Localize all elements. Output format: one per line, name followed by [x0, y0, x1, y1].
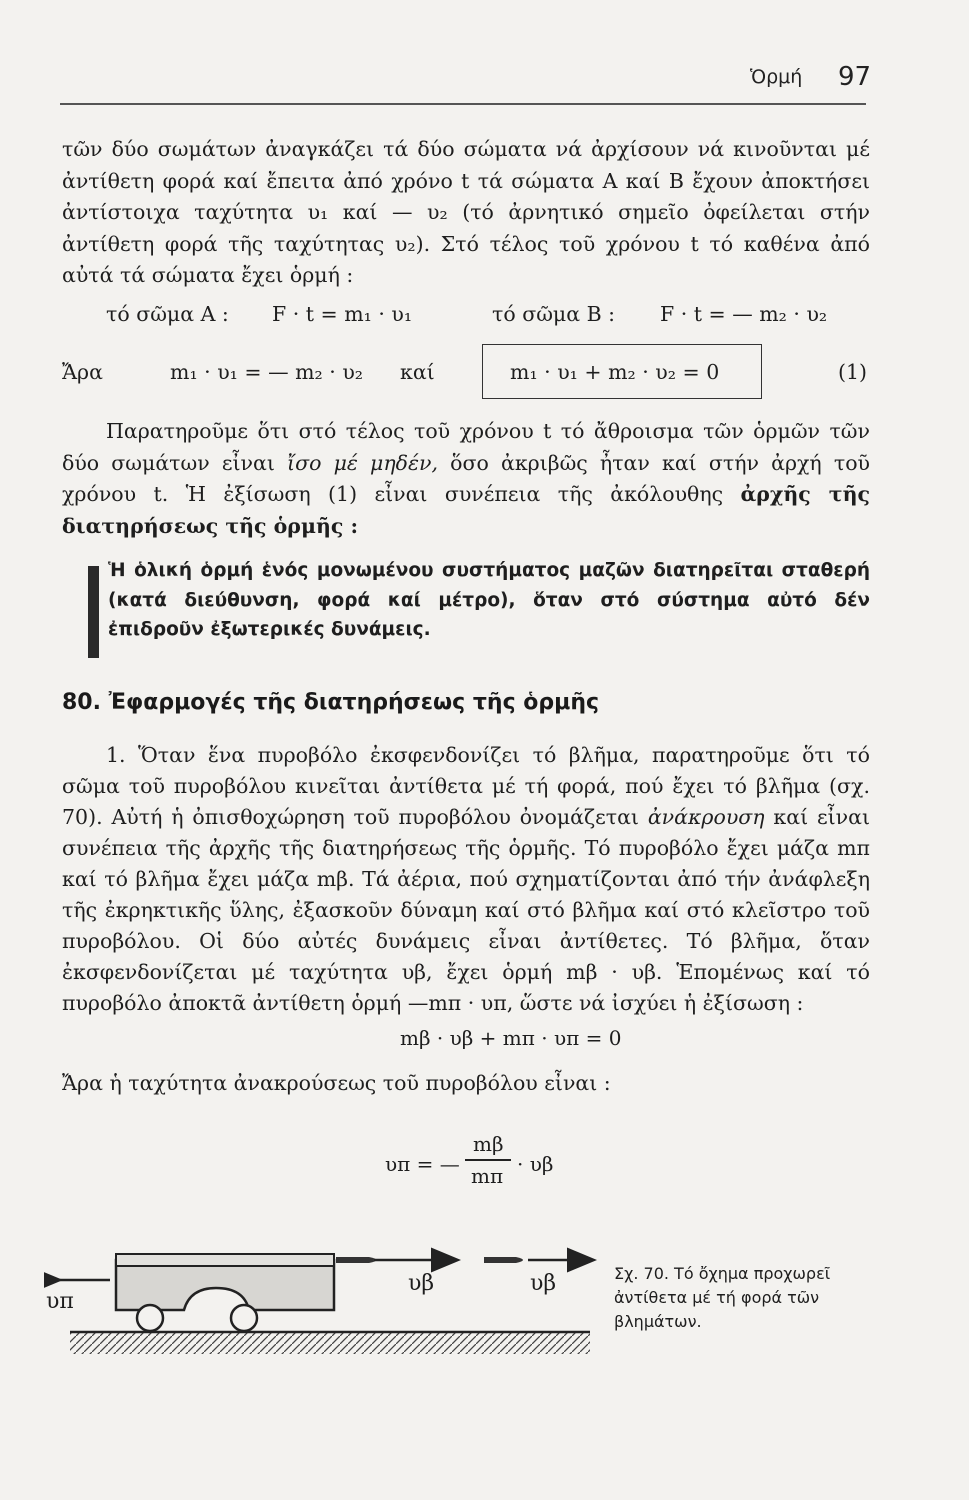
cannon-cart-diagram: [44, 1240, 604, 1370]
principle-statement: Ἡ ὁλική ὁρμή ἑνός μονωμένου συστήματος μαζῶν διατηρεῖται σταθερή (κατά διεύθυνση, φορά καί μέτρο), ὅταν στό σύστημα αὐτό δέν ἐπιδροῦν ἐξωτερικές δυνάμεις.: [108, 560, 870, 640]
frac-lhs: υπ = —: [385, 1152, 460, 1176]
eq1-body-a: F · t = m₁ · υ₁: [272, 302, 413, 326]
eq2-kai: καί: [400, 360, 435, 384]
frac-denominator: mπ: [471, 1164, 504, 1188]
eq2-boxed: m₁ · υ₁ + m₂ · υ₂ = 0: [510, 360, 720, 384]
eq2-left: m₁ · υ₁ = — m₂ · υ₂: [170, 360, 363, 384]
p3-italic: ἀνάκρουση: [647, 805, 765, 829]
conservation-equation: mβ · υβ + mπ · υπ = 0: [400, 1026, 622, 1050]
wheel-front: [231, 1305, 257, 1331]
header-rule: [60, 103, 866, 105]
p2-text-b: ὅσο ἀκριβῶς ἦταν καί στήν ἀρχή τοῦ χρόνου t. Ἡ ἐξίσωση (1) εἶναι συνέπεια τῆς ἀκόλουθης: [62, 450, 871, 506]
eq1-body-b: F · t = — m₂ · υ₂: [660, 302, 828, 326]
cannon-barrel: [116, 1254, 334, 1266]
frac-numerator: mβ: [473, 1132, 504, 1156]
eq1-label-a: τό σῶμα Α :: [106, 302, 229, 326]
wheel-rear: [137, 1305, 163, 1331]
cart-body: [116, 1260, 334, 1310]
running-header-title: Ὁρμή: [750, 66, 803, 88]
paragraph-2: [62, 416, 870, 542]
projectile-2: [484, 1257, 523, 1263]
figure-caption: Σχ. 70. Τό ὄχημα προχωρεῖ ἀντίθετα μέ τή φορά τῶν βλημάτων.: [614, 1264, 831, 1331]
equation-number: (1): [838, 360, 868, 384]
principle-marker-bar: [88, 566, 99, 658]
label-projectile-velocity-1: υβ: [408, 1271, 435, 1296]
page-number: 97: [838, 62, 872, 92]
section-heading: 80. Ἐφαρμογές τῆς διατηρήσεως τῆς ὁρμῆς: [62, 690, 600, 715]
figure-70: [44, 1240, 604, 1374]
paragraph-1: τῶν δύο σωμάτων ἀναγκάζει τά δύο σώματα νά ἀρχίσουν νά κινοῦνται μέ ἀντίθετη φορά καί ἔπειτα ἀπό χρόνο t τά σώματα Α καί Β ἔχουν ἀποκτήσει ἀντίστοιχα ταχύτητα υ₁ καί — υ₂ (τό ἀρνητικό σημεῖο ὀφείλεται στήν ἀντίθετη φορά τῆς ταχύτητας υ₂). Στό τέλος τοῦ χρόνου t τό καθένα ἀπό αὐτά τά σώματα ἔχει ὁρμή :: [62, 137, 870, 287]
eq2-ara: Ἄρα: [62, 360, 103, 384]
label-projectile-velocity-2: υβ: [530, 1271, 557, 1296]
eq1-label-b: τό σῶμα Β :: [492, 302, 616, 326]
p3-text-b: καί εἶναι συνέπεια τῆς ἀρχῆς τῆς διατηρήσεως τῆς ὁρμῆς. Τό πυροβόλο ἔχει μάζα mπ καί τό βλῆμα ἔχει μάζα mβ. Τά ἀέρια, πού σχηματίζονται ἀπό τήν ἀνάφλεξη τῆς ἐκρηκτικῆς ὕλης, ἐξασκοῦν δύναμη καί στό βλῆμα καί στό κλεῖστρο τοῦ πυροβόλου. Οἱ δύο αὐτές δυνάμεις εἶναι ἀντίθετες. Τό βλῆμα, ὅταν ἐκσφενδονίζεται μέ ταχύτητα υβ, ἔχει ὁρμή mβ · υβ. Ἑπομένως καί τό πυροβόλο ἀποκτᾶ ἀντίθετη ὁρμή —mπ · υπ, ὥστε νά ἰσχύει ἡ ἐξίσωση :: [62, 805, 870, 1015]
fraction-bar: [465, 1159, 511, 1161]
label-recoil-velocity: υπ: [46, 1289, 74, 1314]
p3-text-a: 1. Ὅταν ἕνα πυροβόλο ἐκσφενδονίζει τό βλῆμα, παρατηροῦμε ὅτι τό σῶμα τοῦ πυροβόλου κινεῖται ἀντίθετα μέ τή φορά, πού ἔχει τό βλῆμα (σχ. 70). Αὐτή ἡ ὀπισθοχώρηση τοῦ πυροβόλου ὀνομάζεται: [62, 743, 870, 829]
paragraph-3: [62, 740, 870, 1019]
ground-hatching: [70, 1332, 590, 1354]
projectile-1: [336, 1257, 377, 1263]
frac-rhs: · υβ: [517, 1152, 554, 1176]
p2-italic: ἴσο μέ μηδέν,: [287, 450, 438, 475]
p2-text-a: Παρατηροῦμε ὅτι στό τέλος τοῦ χρόνου t τό ἄθροισμα τῶν ὁρμῶν τῶν δύο σωμάτων εἶναι: [62, 419, 870, 475]
p2-bold: ἀρχῆς τῆς διατηρήσεως τῆς ὁρμῆς :: [62, 482, 870, 538]
paragraph-4: Ἄρα ἡ ταχύτητα ἀνακρούσεως τοῦ πυροβόλου εἶναι :: [62, 1071, 611, 1095]
